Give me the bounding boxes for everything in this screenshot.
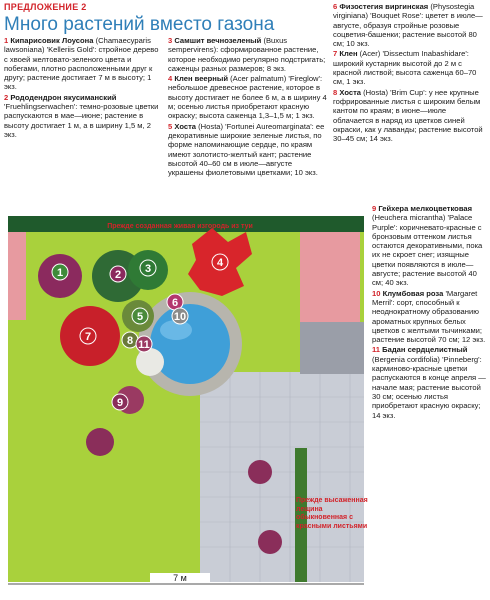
plant-number: 9 xyxy=(372,204,377,213)
plant-description: (Hosta) 'Fortunei Aureomarginata': ее декоративные широкие зеленые листья, по форме напоминающие сердце, по краям имеют золотисто-желтый кант; растение высотой 40–60 см в июле—августе украшены фиолетовыми цветками; 10 экз. xyxy=(168,121,325,178)
plant-name: Кипарисовик Лоусона xyxy=(10,36,94,45)
plant-number: 7 xyxy=(333,49,338,59)
plan-marker-label-11: 11 xyxy=(138,339,150,351)
plant-description: 'Fruehlingserwachen': темно-розовые цветки распускаются в мае—июне; растение в высоту достигает 1 м, а в ширину 1,5 м, 2 экз. xyxy=(4,102,159,139)
garden-plan xyxy=(0,212,372,600)
plant-name: Клен веерный xyxy=(174,74,229,84)
plant-name: Клумбовая роза xyxy=(382,288,444,298)
wall-left xyxy=(8,232,26,320)
page-title: Много растений вместо газона xyxy=(4,14,275,35)
heuchera-cluster-3 xyxy=(258,530,282,554)
plant-entry-5 xyxy=(168,122,328,178)
plant-entry-8 xyxy=(333,88,487,144)
plan-marker-label-10: 10 xyxy=(173,311,187,323)
plant-entry-4 xyxy=(168,74,328,120)
plant-entry-3 xyxy=(168,36,328,73)
heuchera-cluster xyxy=(86,428,114,456)
plant-description: (Physostegia virginiana) 'Bouquet Rose': цветет в июле—августе, образуя стройные розовые соцветия-башенки; растение высотой 80 см; 10 экз. xyxy=(333,2,483,49)
heuchera-cluster-2 xyxy=(248,460,272,484)
plant-description: (Acer palmatum) 'Fireglow': небольшое древесное растение, которое в высоту достигает не более 6 м, а в ширину 4 м; осенью листья приобретают красную окраску; высота саженца 1,3–1,5 м; 1 экз. xyxy=(168,74,327,121)
plan-marker-label-9: 9 xyxy=(116,397,124,409)
plant-name: Бадан сердцелистный xyxy=(382,345,468,355)
plan-marker-label-7: 7 xyxy=(84,331,92,343)
plant-number: 5 xyxy=(168,121,173,131)
plant-name: Самшит вечнозеленый xyxy=(174,36,262,45)
plant-number: 1 xyxy=(4,36,9,45)
plan-marker-label-8: 8 xyxy=(126,335,134,347)
rose-cluster xyxy=(136,348,164,376)
patio-stones xyxy=(300,322,364,374)
plant-description: (Heuchera micrantha) 'Palace Purple': коричневато-красные с бронзовым оттенком листья остаются декоративными, пока их не скроет снег; изящные цветки появляются в июле—августе; растение высотой 40 см; 40 экз. xyxy=(372,213,483,288)
plant-number: 10 xyxy=(372,288,381,298)
plant-number: 8 xyxy=(333,87,338,97)
plant-name: Рододендрон якусиманский xyxy=(10,92,117,102)
plant-entry-2 xyxy=(4,93,162,139)
paving xyxy=(200,372,364,582)
plant-entry-1 xyxy=(4,36,162,92)
plan-marker-label-3: 3 xyxy=(144,263,152,275)
hedge-label-side: Прежде высаженная лещина обыкновенная с красными листьями xyxy=(296,497,368,530)
plant-description: (Buxus sempervirens): сформированное растение, которое необходимо регулярно подстригать; саженцы разных размеров; 8 экз. xyxy=(168,36,326,73)
plant-entry-7 xyxy=(333,49,487,86)
header xyxy=(4,2,294,36)
garden-plan-drawing xyxy=(0,212,372,600)
plant-name: Гейхера мелкоцветковая xyxy=(378,204,473,213)
plant-description: (Chamaecyparis lawsoniana) 'Kelleriis Gold': стройное дерево с хвоей желтовато-зеленого цвета и побегами, плотно расположенными друг к другу; растение достигает 7 м в высоту; 1 экз. xyxy=(4,36,159,92)
plant-number: 3 xyxy=(168,36,173,45)
column-4 xyxy=(372,204,487,421)
wall-right xyxy=(300,232,360,322)
plan-marker-label-6: 6 xyxy=(171,297,179,309)
column-3 xyxy=(333,2,487,144)
column-1 xyxy=(4,36,162,140)
pond xyxy=(150,304,230,384)
kicker: ПРЕДЛОЖЕНИЕ 2 xyxy=(4,2,87,12)
plant-name: Клен xyxy=(339,49,358,59)
plant-name: Хоста xyxy=(339,87,362,97)
plant-number: 4 xyxy=(168,74,173,84)
plant-number: 2 xyxy=(4,92,9,102)
plant-number: 11 xyxy=(372,345,381,355)
plant-entry-10 xyxy=(372,289,487,345)
plant-entry-11 xyxy=(372,345,487,419)
plant-description: (Bergenia cordifolia) 'Pinneberg': карминово-красные цветки распускаются в конце апреля — начале мая; растение высотой 30 см; осенью листья приобретают красную окраску; 14 экз. xyxy=(372,354,486,420)
hedge-label-top: Прежде созданная живая изгородь из туи xyxy=(107,223,253,230)
plant-description: (Acer) 'Dissectum Inabashidare': широкий кустарник высотой до 2 м с красной листвой; высота саженца 60–70 см, 1 экз. xyxy=(333,49,477,87)
plan-marker-label-2: 2 xyxy=(114,269,122,281)
plant-entry-9 xyxy=(372,204,487,288)
plant-description: (Hosta) 'Brim Cup': у нее крупные гофрированные листья с широким белым кантом по краям; в июне—июле облачается в наряд из цветков синей окраски, как у лаванды; растение высотой 30–45 см; 14 экз. xyxy=(333,87,483,144)
plant-name: Физостегия виргинская xyxy=(339,2,429,11)
plant-name: Хоста xyxy=(174,121,197,131)
plant-description: 'Margaret Merril': сорт, способный к неоднократному образованию ароматных крупных белых цветков с желтыми тычинками; растение высотой 70 см; 12 экз. xyxy=(372,288,486,345)
dimension-label: 7 м xyxy=(150,573,210,583)
plant-number: 6 xyxy=(333,2,338,11)
column-2 xyxy=(168,36,328,178)
plant-entry-6 xyxy=(333,2,487,48)
plan-marker-label-4: 4 xyxy=(216,257,224,269)
plan-marker-label-5: 5 xyxy=(136,311,144,323)
plan-marker-label-1: 1 xyxy=(56,267,64,279)
